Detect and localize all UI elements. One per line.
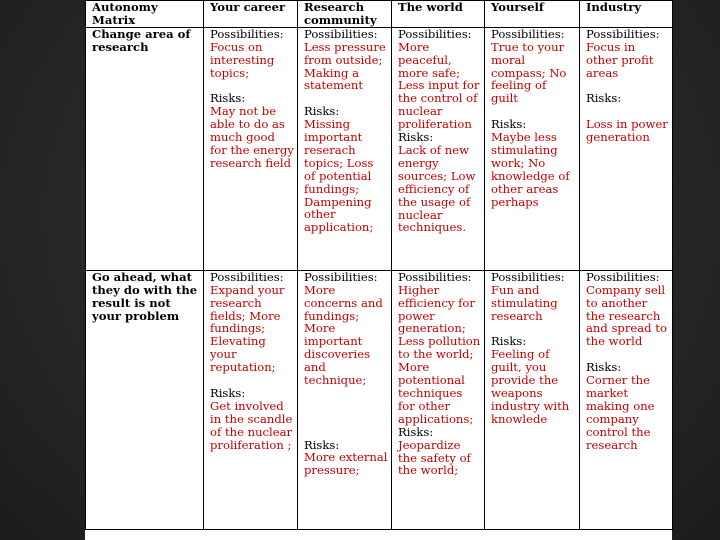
possibilities-label: Possibilities: [304,270,378,284]
header-matrix: Autonomy Matrix [86,1,204,28]
possibilities-text: Company sell to another the research and spread to the world [586,282,667,349]
cell-yourself [485,27,580,270]
risks-text: Feeling of guilt, you provide the weapons industry with knowlede [491,347,570,426]
header-yourself: Yourself [485,1,580,28]
possibilities-text: Focus in other profit areas [586,39,654,80]
possibilities-label: Possibilities: [210,27,284,41]
risks-text: Missing important reserach topics; Loss of potential fundings; Dampening other application; [304,117,374,235]
risks-text: Loss in power generation [586,117,668,145]
risks-label: Risks: [210,385,246,400]
cell-career [204,270,298,529]
row-title-go-ahead: Go ahead, what they do with the result is not your problem [86,270,204,529]
risks-label: Risks: [398,424,434,439]
risks-label: Risks: [586,91,622,106]
cell-the-world [392,270,485,529]
risks-label: Risks: [210,91,246,106]
header-row [86,1,673,28]
possibilities-text: Focus on interesting topics; [210,39,275,80]
risks-label: Risks: [304,437,340,452]
possibilities-label: Possibilities: [398,27,472,41]
risks-label: Risks: [398,130,434,145]
cell-research-community [298,27,392,270]
autonomy-matrix-table [85,0,673,530]
cell-industry [580,270,673,529]
cell-career [204,27,298,270]
risks-text: Get involved in the scandle of the nuclear proliferation ; [210,398,293,452]
risks-text: Maybe less stimulating work; No knowledge of other areas perhaps [491,130,570,209]
possibilities-label: Possibilities: [210,270,284,284]
header-industry: Industry [580,1,673,28]
risks-text: Jeopardize the safety of the world; [398,437,471,478]
table-row [86,27,673,270]
possibilities-text: Less pressure from outside; Making a statement [304,39,386,93]
possibilities-text: Higher efficiency for power generation; Less pollution to the world; More potentional techniques for other applications; [398,282,481,426]
possibilities-label: Possibilities: [586,270,660,284]
risks-label: Risks: [304,104,340,119]
possibilities-text: Expand your research fields; More fundings; Elevating your reputation; [210,282,285,375]
possibilities-label: Possibilities: [586,27,660,41]
possibilities-label: Possibilities: [491,27,565,41]
possibilities-text: True to your moral compass; No feeling of guilt [491,39,567,106]
header-the-world: The world [392,1,485,28]
cell-the-world [392,27,485,270]
possibilities-label: Possibilities: [491,270,565,284]
risks-text: Lack of new energy sources; Low efficiency of the usage of nuclear techniques. [398,142,476,235]
possibilities-text: Fun and stimulating research [491,282,558,323]
risks-label: Risks: [491,334,527,349]
row-title-change-area: Change area of research [86,27,204,270]
risks-text: May not be able to do as much good for the energy research field [210,104,294,170]
possibilities-label: Possibilities: [304,27,378,41]
header-research-community: Research community [298,1,392,28]
header-your-career: Your career [204,1,298,28]
possibilities-text: More peaceful, more safe; Less input for the control of nuclear proliferation [398,39,480,132]
slide [85,0,672,540]
risks-text: Corner the market making one company control the research [586,373,655,452]
cell-yourself [485,270,580,529]
cell-industry [580,27,673,270]
possibilities-text: More concerns and fundings; More important discoveries and technique; [304,282,383,388]
risks-text: More external pressure; [304,450,388,478]
risks-label: Risks: [491,117,527,132]
cell-research-community [298,270,392,529]
table-row [86,270,673,529]
possibilities-label: Possibilities: [398,270,472,284]
risks-label: Risks: [586,360,622,375]
